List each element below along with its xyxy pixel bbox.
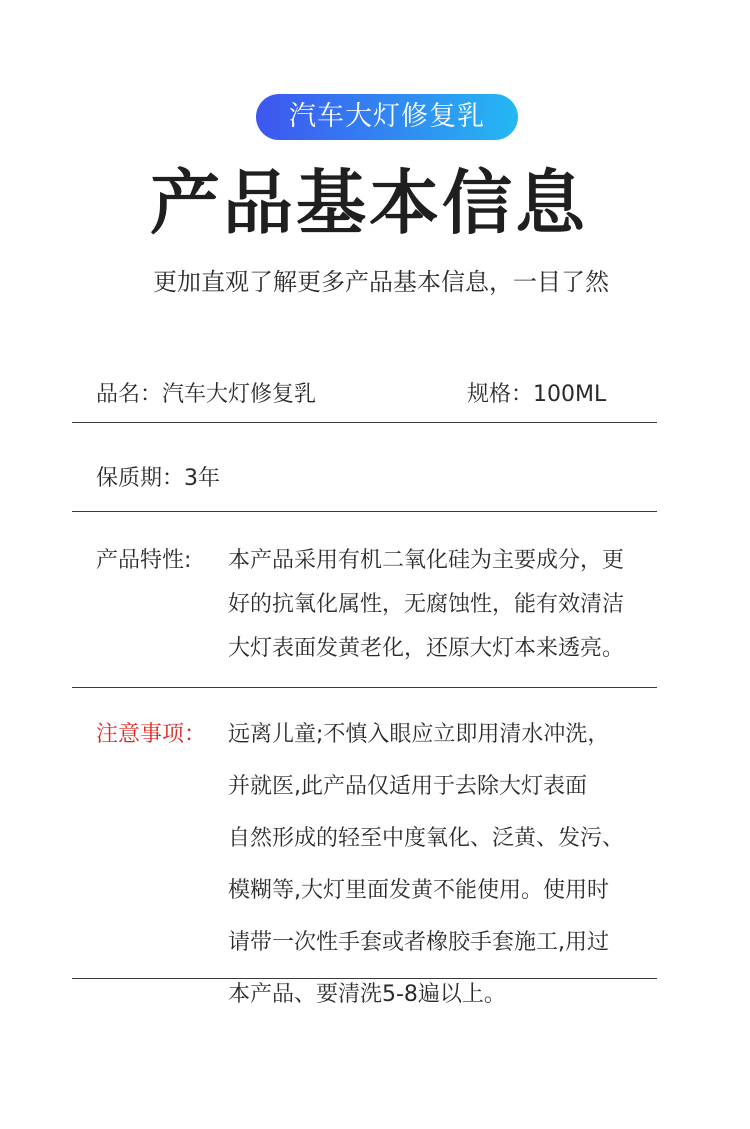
features-line: 本产品采用有机二氧化硅为主要成分，更	[228, 548, 625, 573]
shelf-life-value: 3年	[184, 466, 221, 491]
notes-line: 模糊等,大灯里面发黄不能使用。使用时	[228, 878, 609, 903]
features-label: 产品特性:	[96, 548, 192, 573]
product-name-value: 汽车大灯修复乳	[162, 382, 317, 407]
divider	[72, 687, 657, 688]
spec-row	[467, 380, 606, 410]
notes-line: 并就医,此产品仅适用于去除大灯表面	[228, 774, 587, 799]
page-subtitle: 更加直观了解更多产品基本信息，一目了然	[153, 268, 609, 296]
notes-line: 远离儿童;不慎入眼应立即用清水冲洗，	[228, 722, 610, 747]
notes-line: 本产品、要清洗5-8遍以上。	[228, 982, 506, 1007]
shelf-life-row	[96, 464, 220, 494]
page-title: 产品基本信息	[150, 162, 588, 244]
notes-label: 注意事项：	[96, 722, 207, 747]
notes-line: 自然形成的轻至中度氧化、泛黄、发污、	[228, 826, 625, 851]
features-line: 好的抗氧化属性，无腐蚀性，能有效清洁	[228, 592, 625, 617]
divider	[72, 511, 657, 512]
spec-label: 规格：	[467, 382, 534, 407]
notes-text	[228, 709, 624, 1021]
features-text	[228, 539, 624, 671]
product-name-badge: 汽车大灯修复乳	[256, 94, 518, 140]
product-name-row	[96, 380, 316, 410]
notes-line: 请带一次性手套或者橡胶手套施工,用过	[228, 930, 609, 955]
spec-value: 100ML	[533, 382, 607, 407]
product-name-label: 品名：	[96, 382, 163, 407]
divider	[72, 978, 657, 979]
shelf-life-label: 保质期：	[96, 466, 185, 491]
features-line: 大灯表面发黄老化，还原大灯本来透亮。	[228, 636, 625, 661]
divider	[72, 422, 657, 423]
